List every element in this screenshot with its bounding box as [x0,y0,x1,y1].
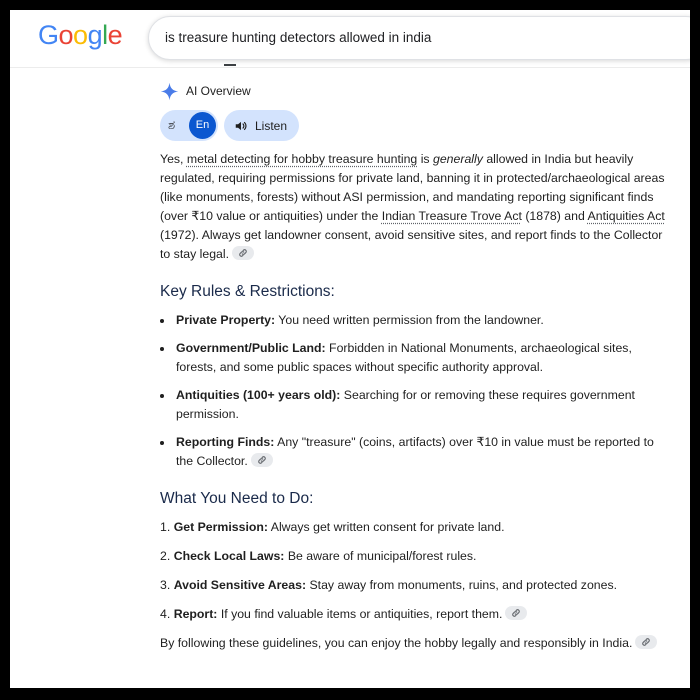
list-item [160,433,670,471]
intro-text: is [417,152,433,166]
kannada-language-option[interactable]: ಶ [168,117,176,132]
item-label: Government/Public Land: [176,341,326,355]
intro-paragraph [160,150,670,264]
intro-text: (1972). Always get landowner consent, avoid sensitive sites, and report finds to the Collector to stay legal. [160,228,663,261]
item-label: Report: [173,607,218,621]
intro-emphasis: generally [433,152,483,166]
ai-overview-header [160,80,251,102]
source-link-button[interactable] [232,246,254,260]
source-link-button[interactable] [505,606,527,620]
item-label: Antiquities (100+ years old): [176,388,341,402]
item-label: Avoid Sensitive Areas: [173,578,307,592]
rules-list [160,311,670,471]
intro-text: (1878) and [521,209,588,223]
intro-text: allowed in India but heavily regulated, requiring permissions for private land, banning it in protected/archaeological areas (like monuments, forests) without ASI permission, and mandating reporting significant finds (over ₹10 value or antiquities) under the [160,152,665,223]
listen-label: Listen [255,118,288,133]
section-heading: What You Need to Do: [160,490,314,507]
link-icon [641,637,651,647]
item-text: Be aware of municipal/forest rules. [284,549,477,563]
logo-letter: l [102,20,108,50]
item-text: You need written permission from the landowner. [275,313,544,327]
list-item [160,311,670,330]
list-item [160,576,670,595]
speaker-icon [234,119,248,133]
item-text: Stay away from monuments, ruins, and protected zones. [306,578,618,592]
item-label: Reporting Finds: [176,435,275,449]
list-item [160,386,670,424]
sparkle-icon [160,82,179,101]
logo-letter: G [38,20,59,50]
ai-overview-content [160,150,670,653]
search-header [10,10,690,68]
list-item [160,547,670,566]
list-item [160,339,670,377]
source-link-button[interactable] [251,453,273,467]
step-number: 1. [160,520,171,534]
google-logo[interactable] [38,20,122,51]
closing-paragraph [160,634,670,653]
item-label: Get Permission: [173,520,268,534]
item-text: Searching for or removing these requires government permission. [176,388,635,421]
intro-text: Yes, [160,152,187,166]
step-number: 3. [160,578,171,592]
steps-list [160,518,670,624]
ai-overview-controls [160,110,299,141]
section-heading: Key Rules & Restrictions: [160,283,335,300]
item-label: Check Local Laws: [173,549,285,563]
logo-letter: e [107,20,123,50]
link-icon [257,455,267,465]
term-link[interactable]: Indian Treasure Trove Act [381,209,522,223]
english-language-option[interactable]: En [189,112,216,139]
link-icon [238,248,248,258]
item-label: Private Property: [176,313,276,327]
item-text: Forbidden in National Monuments, archaeological sites, forests, and some public spaces without specific authority approval. [176,341,632,374]
listen-button[interactable] [224,110,299,141]
term-link[interactable]: metal detecting for hobby treasure hunting [186,152,418,166]
list-item [160,518,670,537]
tab-indicator [224,64,236,66]
item-text: If you find valuable items or antiquities, report them. [217,607,503,621]
link-icon [511,608,521,618]
logo-letter: o [58,20,74,50]
language-toggle[interactable] [160,110,218,141]
search-query-text: is treasure hunting detectors allowed in india [165,30,432,45]
closing-text: By following these guidelines, you can enjoy the hobby legally and responsibly in India. [160,636,633,650]
ai-overview-title: AI Overview [186,84,251,98]
step-number: 2. [160,549,171,563]
search-input[interactable] [148,16,690,60]
step-number: 4. [160,607,171,621]
source-link-button[interactable] [635,635,657,649]
term-link[interactable]: Antiquities Act [587,209,665,223]
list-item [160,605,670,624]
logo-letter: o [73,20,88,50]
logo-letter: g [87,20,103,50]
item-text: Any "treasure" (coins, artifacts) over ₹10 in value must be reported to the Collector. [176,435,654,468]
item-text: Always get written consent for private land. [268,520,505,534]
results-page [10,10,690,688]
